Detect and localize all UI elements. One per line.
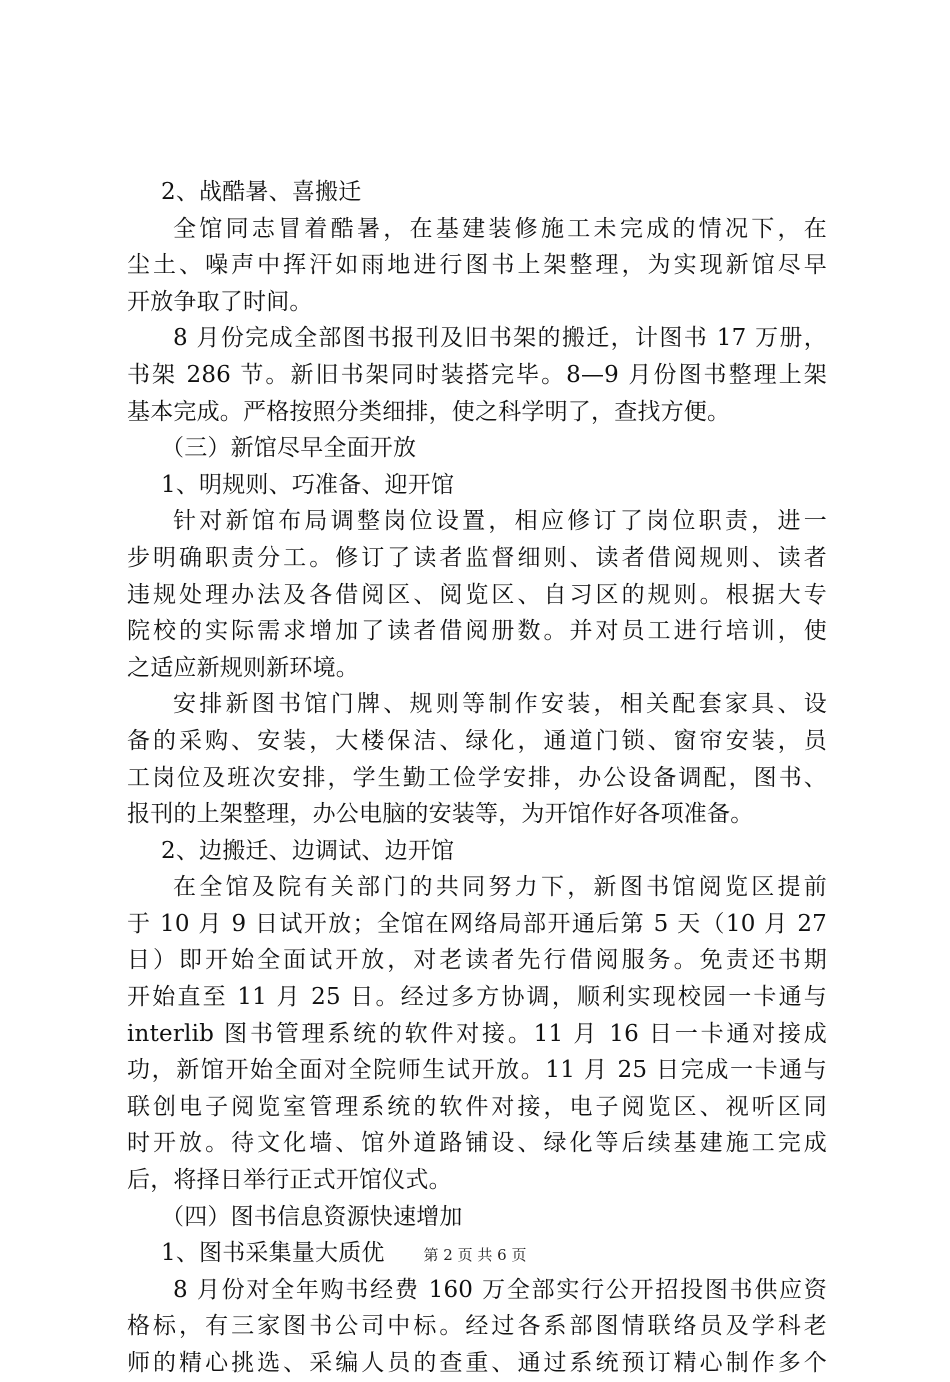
page-footer: 第 2 页 共 6 页 — [423, 1246, 527, 1264]
paragraph-line: 违规处理办法及各借阅区、阅览区、自习区的规则。根据大专 — [127, 581, 827, 608]
paragraph-line: 时开放。待文化墙、馆外道路铺设、绿化等后续基建施工完成 — [127, 1130, 827, 1157]
paragraph-line: 之适应新规则新环境。 — [127, 654, 359, 681]
paragraph-line: 开始直至 11 月 25 日。经过多方协调，顺利实现校园一卡通与 — [127, 984, 827, 1011]
paragraph-line: 在全馆及院有关部门的共同努力下，新图书馆阅览区提前 — [173, 874, 827, 901]
section-heading: （四）图书信息资源快速增加 — [161, 1203, 463, 1230]
paragraph-line: 全馆同志冒着酷暑，在基建装修施工未完成的情况下，在 — [173, 215, 827, 242]
section-heading: 2、边搬迁、边调试、边开馆 — [161, 837, 455, 864]
paragraph-line: 备的采购、安装，大楼保洁、绿化，通道门锁、窗帘安装，员 — [127, 727, 827, 754]
section-heading: 1、图书采集量大质优 — [161, 1240, 385, 1267]
paragraph-line: 联创电子阅览室管理系统的软件对接，电子阅览区、视听区同 — [127, 1093, 827, 1120]
paragraph-line: 开放争取了时间。 — [127, 288, 313, 315]
section-heading: 1、明规则、巧准备、迎开馆 — [161, 471, 455, 498]
document-body — [127, 174, 827, 1382]
paragraph-line: 格标，有三家图书公司中标。经过各系部图情联络员及学科老 — [127, 1313, 827, 1340]
section-heading: 2、战酷暑、喜搬迁 — [161, 179, 362, 205]
paragraph-line: 后，将择日举行正式开馆仪式。 — [127, 1167, 452, 1194]
paragraph-line: 书架 286 节。新旧书架同时装搭完毕。8—9 月份图书整理上架 — [127, 361, 827, 388]
paragraph-line: 针对新馆布局调整岗位设置，相应修订了岗位职责，进一 — [173, 508, 827, 535]
paragraph-line: 基本完成。严格按照分类细排，使之科学明了，查找方便。 — [127, 398, 731, 425]
paragraph-line: 日）即开始全面试开放，对老读者先行借阅服务。免责还书期 — [127, 947, 827, 974]
paragraph-line: 尘土、噪声中挥汗如雨地进行图书上架整理，为实现新馆尽早 — [127, 252, 827, 279]
paragraph-line: 8 月份完成全部图书报刊及旧书架的搬迁，计图书 17 万册， — [173, 325, 827, 352]
paragraph-line: 师的精心挑选、采编人员的查重、通过系统预订精心制作多个 — [127, 1350, 827, 1376]
paragraph-line: 工岗位及班次安排，学生勤工俭学安排，办公设备调配，图书、 — [127, 764, 827, 791]
paragraph-line: 报刊的上架整理，办公电脑的安装等，为开馆作好各项准备。 — [127, 801, 754, 828]
paragraph-line: 于 10 月 9 日试开放；全馆在网络局部开通后第 5 天（10 月 27 — [127, 910, 827, 937]
paragraph-line: 院校的实际需求增加了读者借阅册数。并对员工进行培训，使 — [127, 618, 827, 645]
paragraph-line: 8 月份对全年购书经费 160 万全部实行公开招投图书供应资 — [173, 1276, 827, 1303]
paragraph-line: interlib 图书管理系统的软件对接。11 月 16 日一卡通对接成 — [127, 1020, 827, 1047]
paragraph-line: 功，新馆开始全面对全院师生试开放。11 月 25 日完成一卡通与 — [127, 1057, 827, 1084]
section-heading: （三）新馆尽早全面开放 — [161, 435, 417, 462]
paragraph-line: 步明确职责分工。修订了读者监督细则、读者借阅规则、读者 — [127, 544, 827, 571]
paragraph-line: 安排新图书馆门牌、规则等制作安装，相关配套家具、设 — [173, 691, 827, 718]
